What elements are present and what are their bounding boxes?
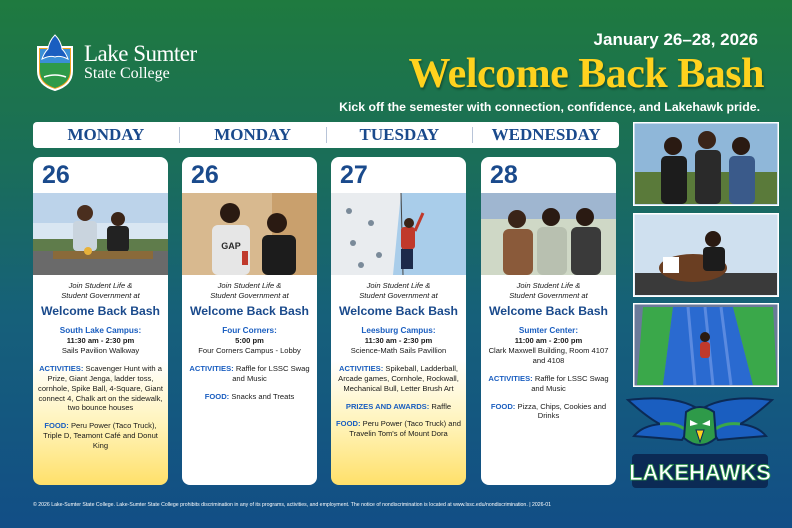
food-text: Pizza, Chips, Cookies and Drinks: [517, 401, 607, 421]
three-students-photo: [481, 193, 616, 275]
day-header-bar: [33, 122, 619, 148]
day-number: 26: [42, 161, 70, 189]
activities-label: ACTIVITIES:: [189, 363, 234, 373]
event-location: Clark Maxwell Building, Room 4107 and 4108: [488, 346, 609, 365]
event-name: Welcome Back Bash: [339, 303, 458, 318]
day-number: 28: [490, 161, 518, 189]
activities-section: [38, 364, 163, 413]
food-label: FOOD:: [336, 419, 361, 429]
students-table-photo: [33, 193, 168, 275]
rock-wall-photo: [331, 193, 466, 275]
campus-name: Sumter Center:: [518, 325, 579, 335]
college-name-line1: Lake Sumter: [84, 41, 197, 66]
activities-text: Raffle for LSSC Swag and Music: [531, 373, 609, 393]
campus-name: Leesburg Campus:: [361, 325, 436, 335]
mechanical-bull-photo: [633, 213, 779, 297]
event-name: Welcome Back Bash: [489, 303, 608, 318]
event-card-south-lake: [33, 157, 168, 485]
activities-label: ACTIVITIES:: [338, 363, 384, 373]
food-label: FOOD:: [44, 421, 69, 431]
footer-legal: © 2026 Lake-Sumter State College. Lake-Sumter State College prohibits discrimination in any of its programs, activities, and employment. The notice of nondiscrimination is located at www.lssc.edu/nondiscrimination. | 2026-01: [33, 502, 552, 508]
event-location: Science-Math Sails Pavillion: [350, 346, 447, 356]
lakehawks-wordmark: LAKEHAWKS: [629, 460, 771, 485]
bounce-house-slide-photo: [633, 303, 779, 387]
students-selfie-photo: [182, 193, 317, 275]
event-time: 11:30 am - 2:30 pm: [364, 336, 433, 346]
food-label: FOOD:: [204, 391, 230, 401]
event-location: Sails Pavilion Walkway: [61, 346, 140, 356]
join-line: Join Student Life &: [366, 281, 431, 290]
lakehawk-mascot-icon: [628, 398, 772, 445]
day-label: MONDAY: [67, 125, 145, 144]
day-number: 26: [191, 161, 219, 189]
join-line: Student Government at: [509, 290, 588, 300]
food-text: Snacks and Treats: [231, 391, 295, 401]
event-time: 5:00 pm: [235, 336, 264, 346]
join-line: Join Student Life &: [516, 281, 581, 290]
food-text: Peru Power (Taco Truck), Triple D, Teamont Café and Donut King: [43, 421, 158, 450]
event-time: 11:00 am - 2:00 pm: [514, 336, 583, 346]
activities-section: [336, 364, 461, 394]
lakehawk-crest-icon: [34, 33, 76, 91]
lakehawks-mascot: [620, 388, 780, 496]
event-card-four-corners: [182, 157, 317, 485]
event-time: 11:30 am - 2:30 pm: [66, 336, 135, 346]
join-line: Join Student Life &: [68, 281, 133, 290]
join-line: Student Government at: [61, 290, 140, 300]
day-label: TUESDAY: [359, 125, 440, 144]
food-text: Peru Power (Taco Truck) and Travelin Tom's of Mount Dora: [349, 419, 461, 439]
event-location: Four Corners Campus - Lobby: [198, 346, 301, 356]
event-card-leesburg: [331, 157, 466, 485]
event-dates: January 26–28, 2026: [593, 30, 758, 49]
day-label: WEDNESDAY: [491, 125, 601, 144]
event-tagline: Kick off the semester with connection, confidence, and Lakehawk pride.: [339, 100, 760, 114]
event-name: Welcome Back Bash: [41, 303, 160, 318]
activities-section: [187, 364, 312, 384]
college-logo: [34, 33, 197, 91]
prizes-text: Raffle: [431, 401, 452, 411]
students-group-photo: [633, 122, 779, 206]
food-section: [187, 392, 312, 402]
food-label: FOOD:: [490, 401, 516, 411]
join-line: Student Government at: [359, 290, 438, 300]
prizes-section: [336, 402, 461, 412]
activities-label: ACTIVITIES:: [39, 363, 84, 373]
event-title: Welcome Back Bash: [408, 51, 764, 97]
join-line: Student Government at: [210, 290, 289, 300]
activities-text: Scavenger Hunt with a Prize, Giant Jenga, ladder toss, cornhole, Spike Ball, 4-Square, Giant connect 4, Chalk art on the sidewalk, two bounce houses: [38, 363, 163, 413]
activities-text: Raffle for LSSC Swag and Music: [232, 363, 310, 383]
food-section: [336, 419, 461, 439]
activities-section: [486, 374, 611, 394]
event-card-sumter: [481, 157, 616, 485]
college-name-line2: State College: [84, 65, 170, 82]
join-line: Join Student Life &: [217, 281, 282, 290]
activities-text: Spikeball, Ladderball, Arcade games, Cornhole, Rockwall, Mechanical Bull, Letter Brush Art: [338, 363, 459, 393]
food-section: [486, 402, 611, 422]
campus-name: Four Corners:: [222, 325, 277, 335]
event-name: Welcome Back Bash: [190, 303, 309, 318]
campus-name: South Lake Campus:: [59, 325, 142, 335]
food-section: [38, 421, 163, 451]
activities-label: ACTIVITIES:: [488, 373, 533, 383]
prizes-label: PRIZES AND AWARDS:: [345, 401, 430, 411]
svg-text:GAP: GAP: [221, 241, 241, 251]
day-label: MONDAY: [214, 125, 292, 144]
day-number: 27: [340, 161, 368, 189]
